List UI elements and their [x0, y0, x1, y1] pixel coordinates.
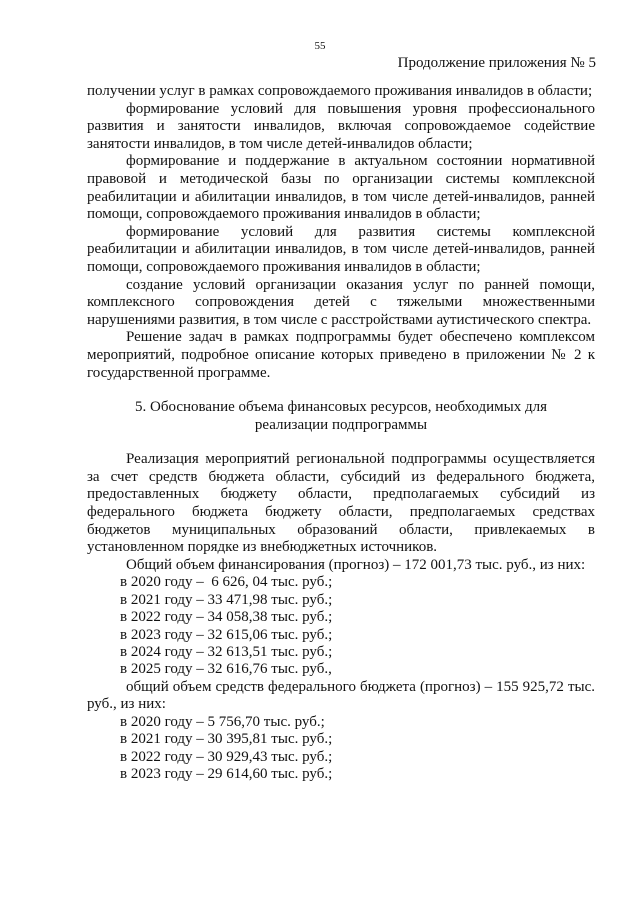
page-number: 55 [314, 40, 326, 52]
paragraph: Реализация мероприятий региональной подпрограммы осуществляется за счет средств бюджета области, субсидий из федерального бюджета, предоставленных бюджету области, предполагаемых субсидий из федерального бюджета бюджету области, предполагаемых средствах бюджетов муниципальных образований области, привлекаемых в установленном порядке из внебюджетных источников. [87, 451, 595, 556]
list-item: в 2023 году – 32 615,06 тыс. руб.; [120, 626, 333, 643]
paragraph: формирование условий для развития системы комплексной реабилитации и абилитации инвалидов, в том числе детей-инвалидов, ранней помощи, сопровождаемого проживания инвалидов в области; [87, 223, 595, 275]
federal-financing-by-year-list [87, 714, 595, 784]
list-item: в 2020 году – 5 756,70 тыс. руб.; [120, 714, 325, 731]
list-item: в 2024 году – 32 613,51 тыс. руб.; [120, 644, 333, 661]
paragraph: Общий объем финансирования (прогноз) – 172 001,73 тыс. руб., из них: [126, 556, 586, 573]
section-heading-line: 5. Обоснование объема финансовых ресурсов, необходимых для [135, 399, 547, 416]
total-financing-by-year-list [87, 574, 595, 678]
list-item: в 2021 году – 30 395,81 тыс. руб.; [120, 731, 333, 748]
paragraph: получении услуг в рамках сопровождаемого проживания инвалидов в области; [87, 83, 593, 99]
section-heading-line: реализации подпрограммы [254, 416, 428, 433]
list-item: в 2025 году – 32 616,76 тыс. руб., [120, 661, 332, 678]
list-item: в 2022 году – 30 929,43 тыс. руб.; [120, 748, 333, 765]
list-item: в 2020 году – 6 626, 04 тыс. руб.; [120, 574, 333, 591]
list-item: в 2022 году – 34 058,38 тыс. руб.; [120, 609, 333, 626]
paragraph: формирование условий для повышения уровня профессионального развития и занятости инвалидов, включая сопровождаемое содействие занятости инвалидов, в том числе детей-инвалидов области; [87, 100, 595, 152]
section-heading [87, 399, 595, 434]
appendix-continuation-note: Продолжение приложения № 5 [397, 55, 596, 71]
list-item: в 2021 году – 33 471,98 тыс. руб.; [120, 591, 333, 608]
paragraph: Решение задач в рамках подпрограммы будет обеспечено комплексом мероприятий, подробное описание которых приведено в приложении № 2 к государственной программе. [87, 329, 595, 381]
paragraph: формирование и поддержание в актуальном состоянии нормативной правовой и методической базы по организации системы комплексной реабилитации и абилитации инвалидов, в том числе детей-инвалидов, ранней помощи, сопровождаемого проживания инвалидов в области; [87, 153, 595, 223]
paragraph: общий объем средств федерального бюджета (прогноз) – 155 925,72 тыс. руб., из них: [87, 678, 595, 713]
list-item: в 2023 году – 29 614,60 тыс. руб.; [120, 766, 333, 783]
document-body [87, 83, 595, 784]
paragraph: создание условий организации оказания услуг по ранней помощи, комплексного сопровождения детей с тяжелыми множественными нарушениями развития, в том числе с расстройствами аутистического спектра. [87, 276, 595, 328]
